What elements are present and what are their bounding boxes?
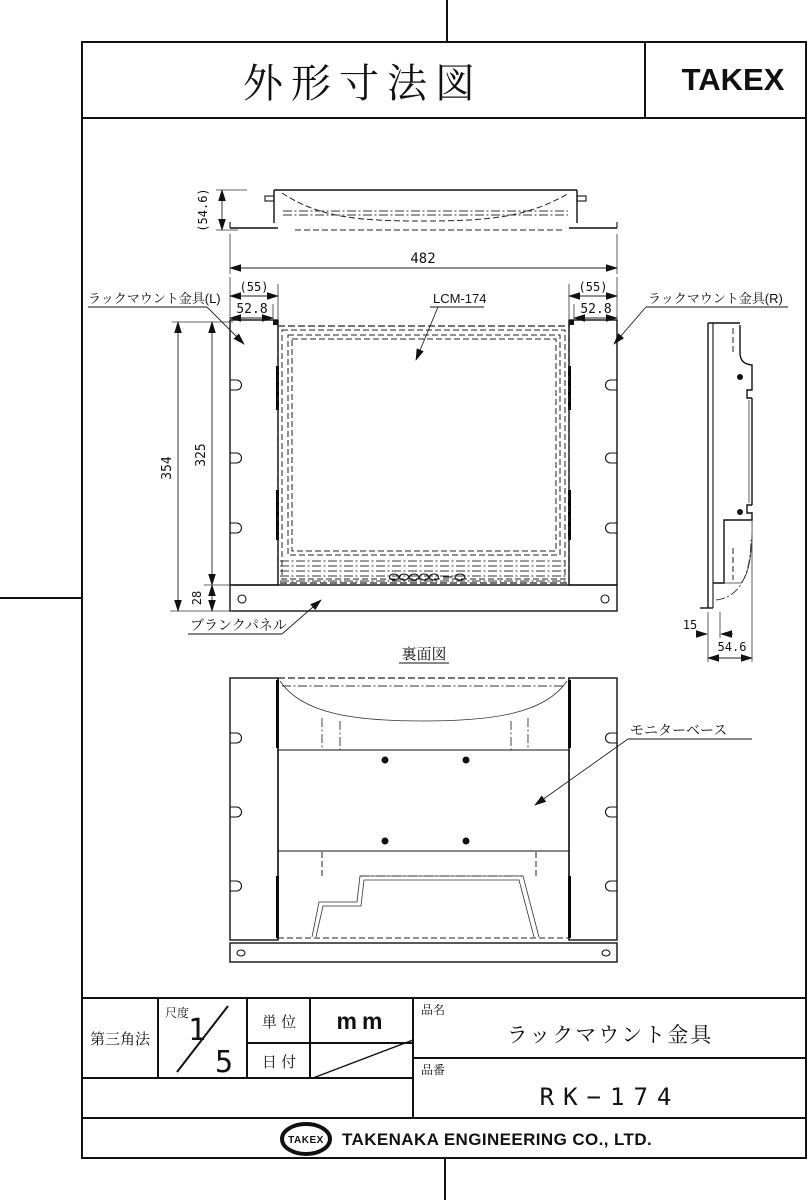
- dim-blank-height-28: 28: [190, 590, 204, 606]
- unit-value: mm: [336, 1008, 388, 1034]
- side-view: [683, 323, 752, 662]
- title-block: [82, 998, 806, 1118]
- dim-482: [230, 234, 617, 274]
- projection-method: 第三角法: [89, 1031, 151, 1048]
- product-number-label: 品番: [421, 1063, 446, 1077]
- dim-flange-right: (55): [578, 280, 608, 294]
- header: [82, 42, 806, 118]
- footer: [282, 1124, 652, 1154]
- dim-depth-front-15: 15: [682, 618, 698, 632]
- rear-view-heading: 裏面図: [401, 646, 447, 663]
- scale-numerator: 1: [187, 1013, 207, 1048]
- brand-logo-text: TAKEX: [681, 62, 785, 97]
- label-monitor-base: モニターベース: [630, 722, 728, 738]
- label-rack-bracket-right: ラックマウント金具(R): [648, 291, 783, 306]
- rear-view: [230, 646, 752, 962]
- scale-denominator: 5: [214, 1045, 234, 1080]
- product-name-label: 品名: [421, 1003, 446, 1017]
- product-name: ラックマウント金具: [506, 1024, 714, 1047]
- dims-flange: [230, 277, 617, 319]
- front-view: [230, 320, 617, 611]
- date-label: 日 付: [261, 1054, 297, 1071]
- dim-flange-left: (55): [239, 280, 269, 294]
- scale-label: 尺度: [165, 1006, 190, 1020]
- product-number: RK−174: [539, 1083, 681, 1111]
- dims-height: [160, 322, 233, 611]
- dim-panel-height-325: 325: [194, 443, 209, 467]
- dim-depth-546-paren: (54.6): [196, 188, 210, 232]
- page-title: 外形寸法図: [243, 62, 483, 106]
- dim-depth-total-546: 54.6: [717, 640, 747, 654]
- label-blank-panel: ブランクパネル: [190, 617, 287, 633]
- label-rack-bracket-left: ラックマウント金具(L): [88, 291, 221, 306]
- unit-label: 単 位: [261, 1014, 297, 1031]
- dim-width-482: 482: [410, 251, 436, 267]
- dim-total-height-354: 354: [160, 456, 175, 480]
- label-monitor-model: LCM-174: [433, 291, 487, 306]
- dim-bracket-left: 52.8: [236, 302, 268, 317]
- company-name: TAKENAKA ENGINEERING CO., LTD.: [342, 1130, 653, 1149]
- top-view: [196, 188, 617, 231]
- takex-logo-text: TAKEX: [288, 1135, 324, 1146]
- front-view-labels: [88, 291, 788, 634]
- dim-bracket-right: 52.8: [580, 302, 612, 317]
